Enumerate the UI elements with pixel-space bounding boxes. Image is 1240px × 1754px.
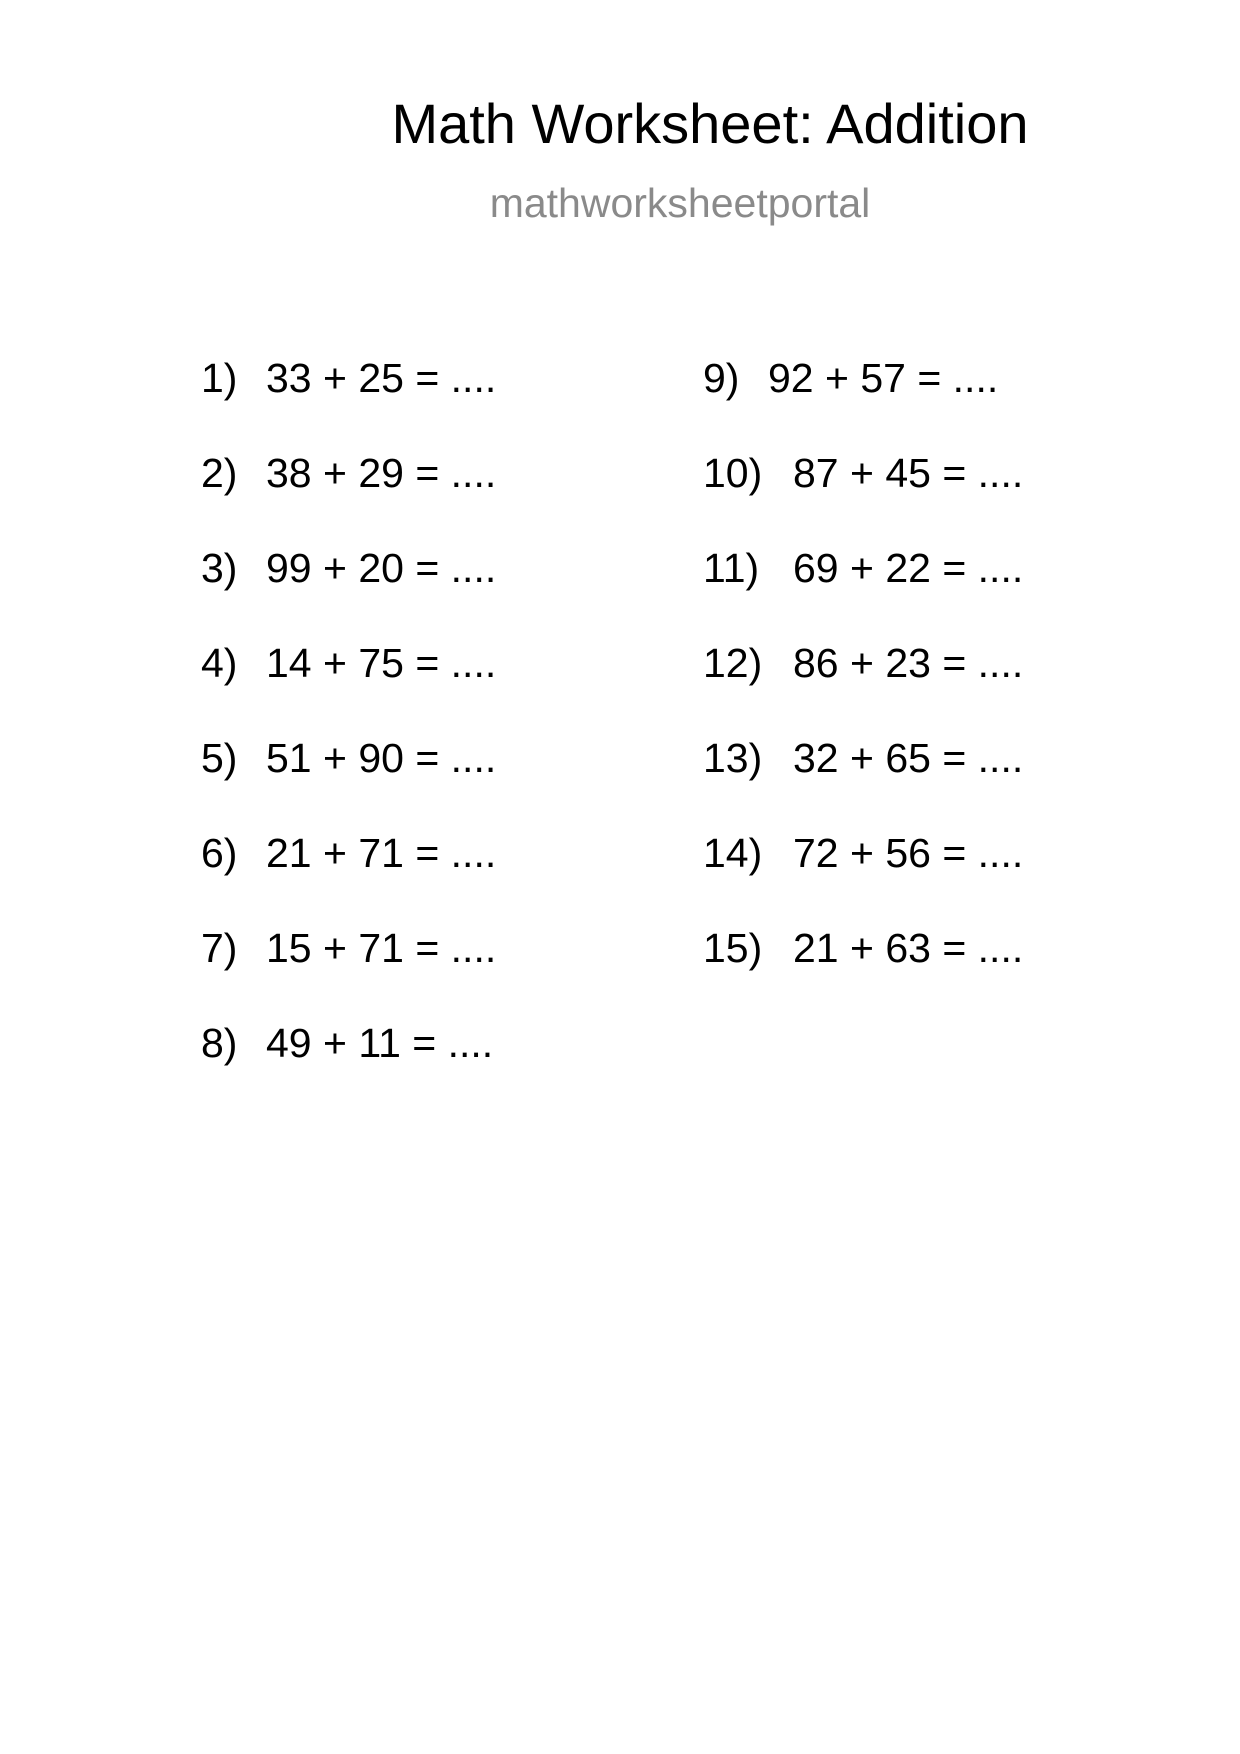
problem-column-left [201, 353, 496, 1113]
problem-item [201, 353, 496, 448]
problem-item [703, 828, 1023, 923]
problem-expression: 99 + 20 = .... [266, 545, 497, 591]
problem-expression: 21 + 63 = .... [793, 925, 1024, 971]
problem-item [703, 543, 1023, 638]
problem-item [703, 638, 1023, 733]
problem-expression: 72 + 56 = .... [793, 830, 1024, 876]
problem-number: 13) [703, 735, 763, 781]
problem-number: 14) [703, 830, 763, 876]
problem-number: 15) [703, 925, 763, 971]
problem-item [201, 923, 496, 1018]
problem-expression: 15 + 71 = .... [266, 925, 497, 971]
problem-number: 1) [201, 355, 238, 401]
problem-item [703, 923, 1023, 1018]
problem-expression: 51 + 90 = .... [266, 735, 497, 781]
page-title: Math Worksheet: Addition [391, 92, 1029, 155]
problem-expression: 21 + 71 = .... [266, 830, 497, 876]
problem-number: 6) [201, 830, 238, 876]
problem-item [201, 828, 496, 923]
problem-item [703, 353, 1023, 448]
problem-number: 12) [703, 640, 763, 686]
problem-number: 11) [703, 545, 760, 591]
problem-expression: 86 + 23 = .... [793, 640, 1024, 686]
problem-item [201, 543, 496, 638]
problem-expression: 92 + 57 = .... [768, 355, 999, 401]
problem-number: 7) [201, 925, 238, 971]
problem-number: 9) [703, 355, 740, 401]
problem-item [201, 1018, 496, 1113]
problem-item [201, 448, 496, 543]
problem-expression: 69 + 22 = .... [793, 545, 1024, 591]
problem-number: 3) [201, 545, 238, 591]
problem-expression: 49 + 11 = .... [266, 1020, 494, 1066]
problem-item [703, 733, 1023, 828]
problem-expression: 32 + 65 = .... [793, 735, 1024, 781]
problem-item [201, 638, 496, 733]
problem-number: 5) [201, 735, 238, 781]
problem-expression: 87 + 45 = .... [793, 450, 1024, 496]
problem-expression: 14 + 75 = .... [266, 640, 497, 686]
problem-item [703, 448, 1023, 543]
page-subtitle: mathworksheetportal [489, 180, 871, 226]
problem-item [201, 733, 496, 828]
problem-number: 4) [201, 640, 238, 686]
problem-column-right [703, 353, 1023, 1018]
problem-expression: 33 + 25 = .... [266, 355, 497, 401]
problem-number: 2) [201, 450, 238, 496]
problem-number: 8) [201, 1020, 238, 1066]
problem-number: 10) [703, 450, 763, 496]
problem-expression: 38 + 29 = .... [266, 450, 497, 496]
